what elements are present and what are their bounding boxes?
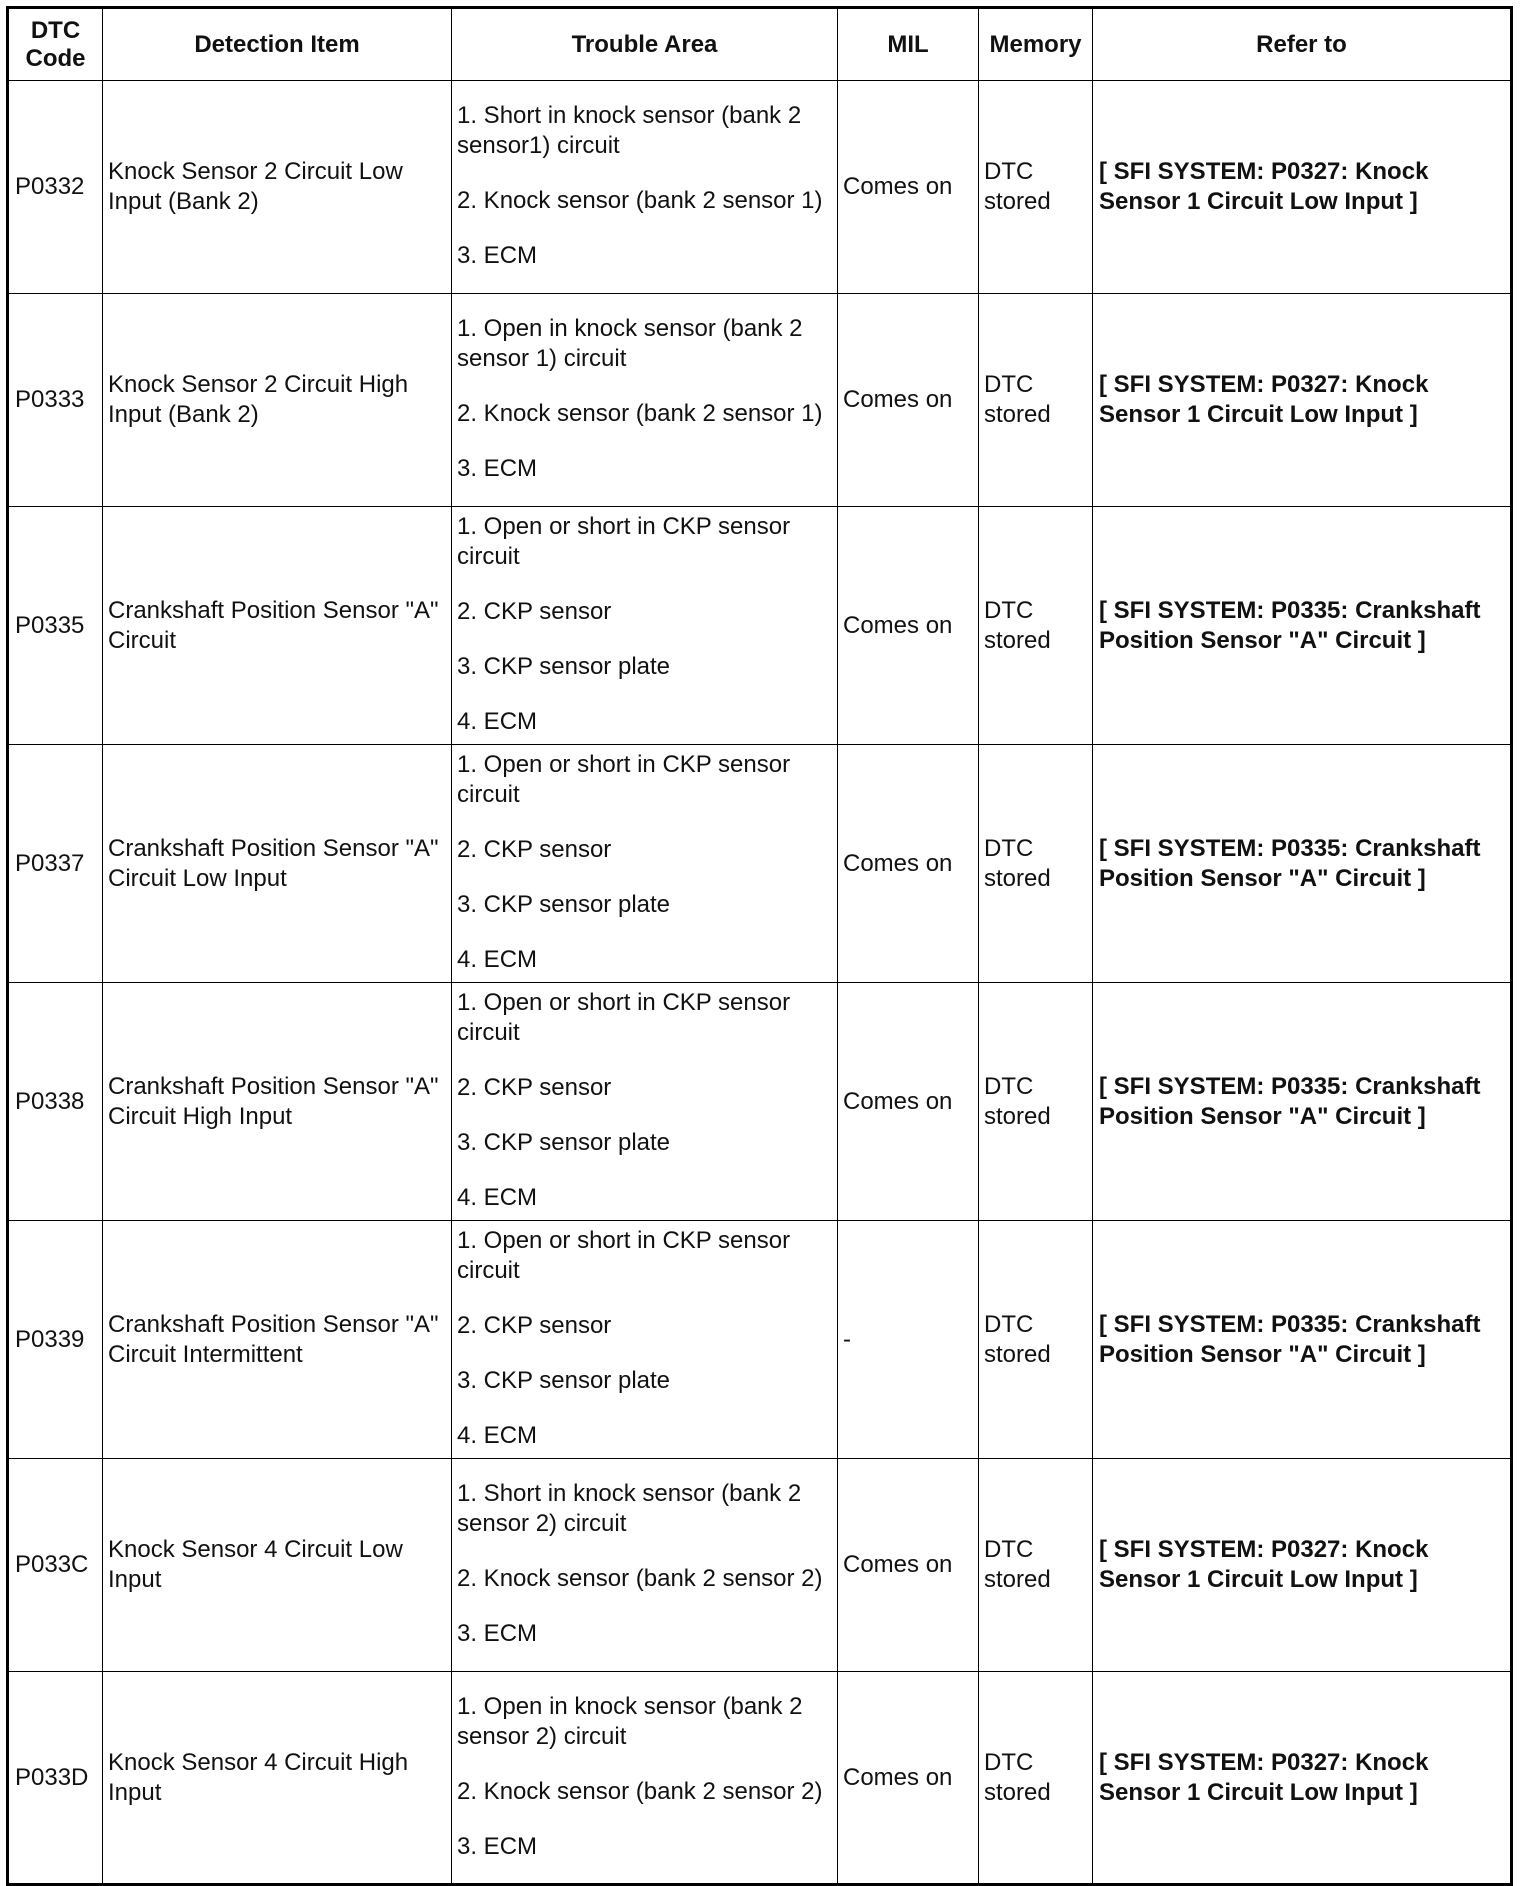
dtc-code-cell: P0338 <box>8 983 103 1221</box>
header-refer-to: Refer to <box>1093 8 1512 81</box>
trouble-area-cell <box>452 745 838 983</box>
dtc-code-cell: P0332 <box>8 81 103 294</box>
trouble-area-item: 3. ECM <box>457 242 538 269</box>
trouble-area-cell <box>452 983 838 1221</box>
trouble-area-item: 1. Open or short in CKP sensor circuit <box>457 1227 791 1284</box>
table-row <box>8 1459 1512 1672</box>
mil-cell: Comes on <box>838 294 979 507</box>
trouble-area-item: 2. Knock sensor (bank 2 sensor 2) <box>457 1777 823 1805</box>
table-row <box>8 294 1512 507</box>
trouble-area-item: 2. CKP sensor <box>457 836 612 863</box>
trouble-area-cell <box>452 1221 838 1459</box>
mil-cell: Comes on <box>838 983 979 1221</box>
trouble-area-item: 2. CKP sensor <box>457 598 612 625</box>
trouble-area-item: 1. Short in knock sensor (bank 2 sensor 2) circuit <box>457 1480 802 1537</box>
trouble-area-cell <box>452 1459 838 1672</box>
trouble-area-item: 4. ECM <box>457 708 538 735</box>
memory-cell: DTC stored <box>979 294 1093 507</box>
mil-cell: - <box>838 1221 979 1459</box>
table-header-row <box>8 8 1512 81</box>
trouble-area-item: 3. CKP sensor plate <box>457 653 671 680</box>
trouble-area-item: 2. CKP sensor <box>457 1074 612 1101</box>
trouble-area-item: 1. Open or short in CKP sensor circuit <box>457 751 791 808</box>
dtc-code-cell: P0333 <box>8 294 103 507</box>
trouble-area-item: 2. Knock sensor (bank 2 sensor 1) <box>457 187 823 214</box>
refer-to-cell: [ SFI SYSTEM: P0327: Knock Sensor 1 Circuit Low Input ] <box>1093 1459 1512 1672</box>
refer-to-cell: [ SFI SYSTEM: P0335: Crankshaft Position Sensor "A" Circuit ] <box>1093 507 1512 745</box>
detection-item-cell: Knock Sensor 2 Circuit High Input (Bank 2) <box>103 294 452 507</box>
table-row <box>8 745 1512 983</box>
memory-cell: DTC stored <box>979 507 1093 745</box>
table-row <box>8 81 1512 294</box>
trouble-area-item: 3. ECM <box>457 1832 538 1860</box>
table-row <box>8 507 1512 745</box>
dtc-code-cell: P033D <box>8 1672 103 1885</box>
table-row <box>8 1672 1512 1885</box>
trouble-area-item: 1. Open in knock sensor (bank 2 sensor 1) circuit <box>457 315 803 372</box>
header-detection-item: Detection Item <box>103 8 452 81</box>
mil-cell: Comes on <box>838 81 979 294</box>
detection-item-cell: Knock Sensor 4 Circuit High Input <box>103 1672 452 1885</box>
refer-to-cell: [ SFI SYSTEM: P0335: Crankshaft Position Sensor "A" Circuit ] <box>1093 745 1512 983</box>
trouble-area-cell <box>452 1672 838 1885</box>
header-memory: Memory <box>979 8 1093 81</box>
trouble-area-item: 1. Open or short in CKP sensor circuit <box>457 989 791 1046</box>
detection-item-cell: Crankshaft Position Sensor "A" Circuit High Input <box>103 983 452 1221</box>
trouble-area-cell <box>452 81 838 294</box>
memory-cell: DTC stored <box>979 745 1093 983</box>
trouble-area-item: 3. CKP sensor plate <box>457 1367 671 1394</box>
detection-item-cell: Crankshaft Position Sensor "A" Circuit Low Input <box>103 745 452 983</box>
table-body <box>8 81 1512 1885</box>
trouble-area-item: 4. ECM <box>457 946 538 973</box>
trouble-area-item: 1. Short in knock sensor (bank 2 sensor1) circuit <box>457 102 802 159</box>
refer-to-cell: [ SFI SYSTEM: P0335: Crankshaft Position Sensor "A" Circuit ] <box>1093 983 1512 1221</box>
refer-to-cell: [ SFI SYSTEM: P0327: Knock Sensor 1 Circuit Low Input ] <box>1093 1672 1512 1885</box>
mil-cell: Comes on <box>838 507 979 745</box>
refer-to-cell: [ SFI SYSTEM: P0327: Knock Sensor 1 Circuit Low Input ] <box>1093 294 1512 507</box>
detection-item-cell: Crankshaft Position Sensor "A" Circuit Intermittent <box>103 1221 452 1459</box>
trouble-area-item: 2. Knock sensor (bank 2 sensor 2) <box>457 1565 823 1592</box>
trouble-area-item: 4. ECM <box>457 1184 538 1211</box>
memory-cell: DTC stored <box>979 1459 1093 1672</box>
mil-cell: Comes on <box>838 1672 979 1885</box>
header-trouble-area: Trouble Area <box>452 8 838 81</box>
trouble-area-item: 1. Open or short in CKP sensor circuit <box>457 513 791 570</box>
mil-cell: Comes on <box>838 745 979 983</box>
memory-cell: DTC stored <box>979 983 1093 1221</box>
detection-item-cell: Knock Sensor 4 Circuit Low Input <box>103 1459 452 1672</box>
table-row <box>8 983 1512 1221</box>
trouble-area-item: 3. ECM <box>457 1620 538 1647</box>
dtc-code-cell: P0335 <box>8 507 103 745</box>
header-mil: MIL <box>838 8 979 81</box>
header-dtc-code: DTC Code <box>8 8 103 81</box>
trouble-area-item: 3. CKP sensor plate <box>457 1129 671 1156</box>
table-row <box>8 1221 1512 1459</box>
mil-cell: Comes on <box>838 1459 979 1672</box>
trouble-area-cell <box>452 507 838 745</box>
dtc-code-cell: P0337 <box>8 745 103 983</box>
dtc-code-cell: P0339 <box>8 1221 103 1459</box>
trouble-area-item: 2. Knock sensor (bank 2 sensor 1) <box>457 400 823 427</box>
trouble-area-item: 3. CKP sensor plate <box>457 891 671 918</box>
trouble-area-cell <box>452 294 838 507</box>
memory-cell: DTC stored <box>979 1672 1093 1885</box>
trouble-area-item: 1. Open in knock sensor (bank 2 sensor 2) circuit <box>457 1692 803 1750</box>
detection-item-cell: Knock Sensor 2 Circuit Low Input (Bank 2) <box>103 81 452 294</box>
dtc-table <box>6 6 1513 1886</box>
trouble-area-item: 3. ECM <box>457 455 538 482</box>
refer-to-cell: [ SFI SYSTEM: P0335: Crankshaft Position Sensor "A" Circuit ] <box>1093 1221 1512 1459</box>
trouble-area-item: 4. ECM <box>457 1422 538 1449</box>
memory-cell: DTC stored <box>979 1221 1093 1459</box>
dtc-code-cell: P033C <box>8 1459 103 1672</box>
refer-to-cell: [ SFI SYSTEM: P0327: Knock Sensor 1 Circuit Low Input ] <box>1093 81 1512 294</box>
trouble-area-item: 2. CKP sensor <box>457 1312 612 1339</box>
memory-cell: DTC stored <box>979 81 1093 294</box>
detection-item-cell: Crankshaft Position Sensor "A" Circuit <box>103 507 452 745</box>
